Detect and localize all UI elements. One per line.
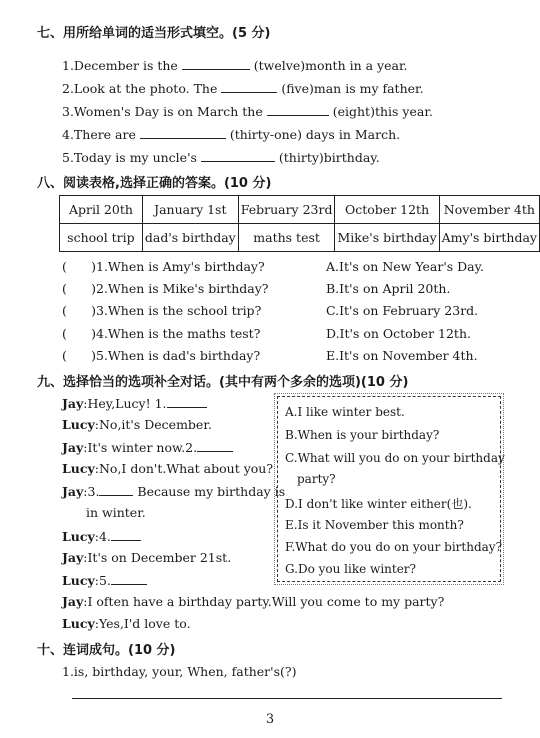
dialogue-line: Lucy:Yes,I'd love to.: [62, 616, 191, 631]
dialogue-line: in winter.: [86, 505, 146, 520]
answer-blank-4[interactable]: [140, 126, 226, 139]
item-1-text: 1.December is the: [62, 58, 178, 73]
answer-bracket[interactable]: ( ): [62, 281, 96, 296]
dialogue-blank-2[interactable]: [197, 439, 233, 452]
answer-blank-1[interactable]: [182, 57, 250, 70]
question-1: ( ) 1.When is Amy's birthday?: [62, 259, 265, 274]
question-5: ( ) 5.When is dad's birthday?: [62, 348, 261, 363]
section-8-title: 八、阅读表格,选择正确的答案。(10 分): [37, 176, 272, 191]
item-1-hint: (twelve)month in a year.: [253, 58, 408, 73]
dialogue-option-f: F.What do you do on your birthday?: [285, 540, 503, 554]
answer-option-a: A.It's on New Year's Day.: [326, 259, 485, 274]
dialogue-line: Jay:It's winter now.2.: [62, 439, 233, 455]
table-cell: dad's birthday: [142, 224, 238, 252]
table-cell: November 4th: [439, 196, 539, 224]
question-4: ( ) 4.When is the maths test?: [62, 326, 261, 341]
table-cell: maths test: [238, 224, 335, 252]
dialogue-option-a: A.I like winter best.: [285, 405, 405, 419]
dialogue-line: Lucy:No,I don't.What about you?: [62, 461, 274, 476]
answer-option-b: B.It's on April 20th.: [326, 281, 451, 296]
section-10-title: 十、连词成句。(10 分): [37, 643, 176, 658]
dialogue-option-d: D.I don't like winter either(也).: [285, 497, 472, 511]
sentence-item-1: 1.is, birthday, your, When, father's(?): [62, 664, 297, 679]
dialogue-blank-3[interactable]: [99, 483, 133, 496]
table-cell: April 20th: [60, 196, 143, 224]
item-5-text: 5.Today is my uncle's: [62, 150, 197, 165]
item-3-text: 3.Women's Day is on March the: [62, 104, 263, 119]
dates-table: [59, 195, 540, 252]
fill-item-4: [62, 126, 400, 142]
section-9-title: 九、选择恰当的选项补全对话。(其中有两个多余的选项)(10 分): [37, 375, 409, 390]
dialogue-option-c-cont: party?: [297, 472, 336, 486]
fill-item-5: [62, 149, 380, 165]
dialogue-blank-5[interactable]: [111, 572, 147, 585]
answer-bracket[interactable]: ( ): [62, 303, 96, 318]
question-3: ( ) 3.When is the school trip?: [62, 303, 262, 318]
table-cell: Mike's birthday: [335, 224, 439, 252]
fill-item-2: [62, 80, 424, 96]
item-3-hint: (eight)this year.: [332, 104, 433, 119]
table-row-events: [60, 224, 540, 252]
answer-option-e: E.It's on November 4th.: [326, 348, 478, 363]
dialogue-line: Lucy:5.: [62, 572, 147, 588]
table-cell: Amy's birthday: [439, 224, 539, 252]
answer-bracket[interactable]: ( ): [62, 348, 96, 363]
dialogue-option-b: B.When is your birthday?: [285, 428, 440, 442]
dialogue-line: Lucy:4.: [62, 528, 141, 544]
dialogue-line: Lucy:No,it's December.: [62, 417, 212, 432]
table-row-dates: [60, 196, 540, 224]
dialogue-blank-1[interactable]: [167, 395, 207, 408]
answer-line[interactable]: [72, 698, 502, 699]
answer-blank-5[interactable]: [201, 149, 275, 162]
dialogue-line: Jay:Hey,Lucy! 1.: [62, 395, 207, 411]
fill-item-3: [62, 103, 433, 119]
dialogue-option-e: E.Is it November this month?: [285, 518, 464, 532]
answer-blank-2[interactable]: [221, 80, 277, 93]
dialogue-line: Jay:I often have a birthday party.Will you come to my party?: [62, 594, 445, 609]
answer-option-c: C.It's on February 23rd.: [326, 303, 479, 318]
dialogue-option-g: G.Do you like winter?: [285, 562, 416, 576]
table-cell: February 23rd: [238, 196, 335, 224]
item-4-text: 4.There are: [62, 127, 136, 142]
options-box: [277, 396, 505, 582]
answer-blank-3[interactable]: [267, 103, 329, 116]
table-cell: January 1st: [142, 196, 238, 224]
dialogue-line: Jay:It's on December 21st.: [62, 550, 232, 565]
item-2-text: 2.Look at the photo. The: [62, 81, 218, 96]
table-cell: school trip: [60, 224, 143, 252]
answer-bracket[interactable]: ( ): [62, 259, 96, 274]
fill-item-1: [62, 57, 408, 73]
table-cell: October 12th: [335, 196, 439, 224]
answer-bracket[interactable]: ( ): [62, 326, 96, 341]
answer-option-d: D.It's on October 12th.: [326, 326, 471, 341]
item-2-hint: (five)man is my father.: [281, 81, 424, 96]
dialogue-blank-4[interactable]: [111, 528, 141, 541]
dialogue-line: Jay:3. Because my birthday is: [62, 484, 286, 499]
question-2: ( ) 2.When is Mike's birthday?: [62, 281, 269, 296]
item-5-hint: (thirty)birthday.: [278, 150, 380, 165]
item-4-hint: (thirty-one) days in March.: [229, 127, 401, 142]
page-number: 3: [265, 712, 275, 727]
dialogue-option-c: C.What will you do on your birthday: [285, 451, 505, 465]
section-7-title: 七、用所给单词的适当形式填空。(5 分): [37, 26, 271, 41]
